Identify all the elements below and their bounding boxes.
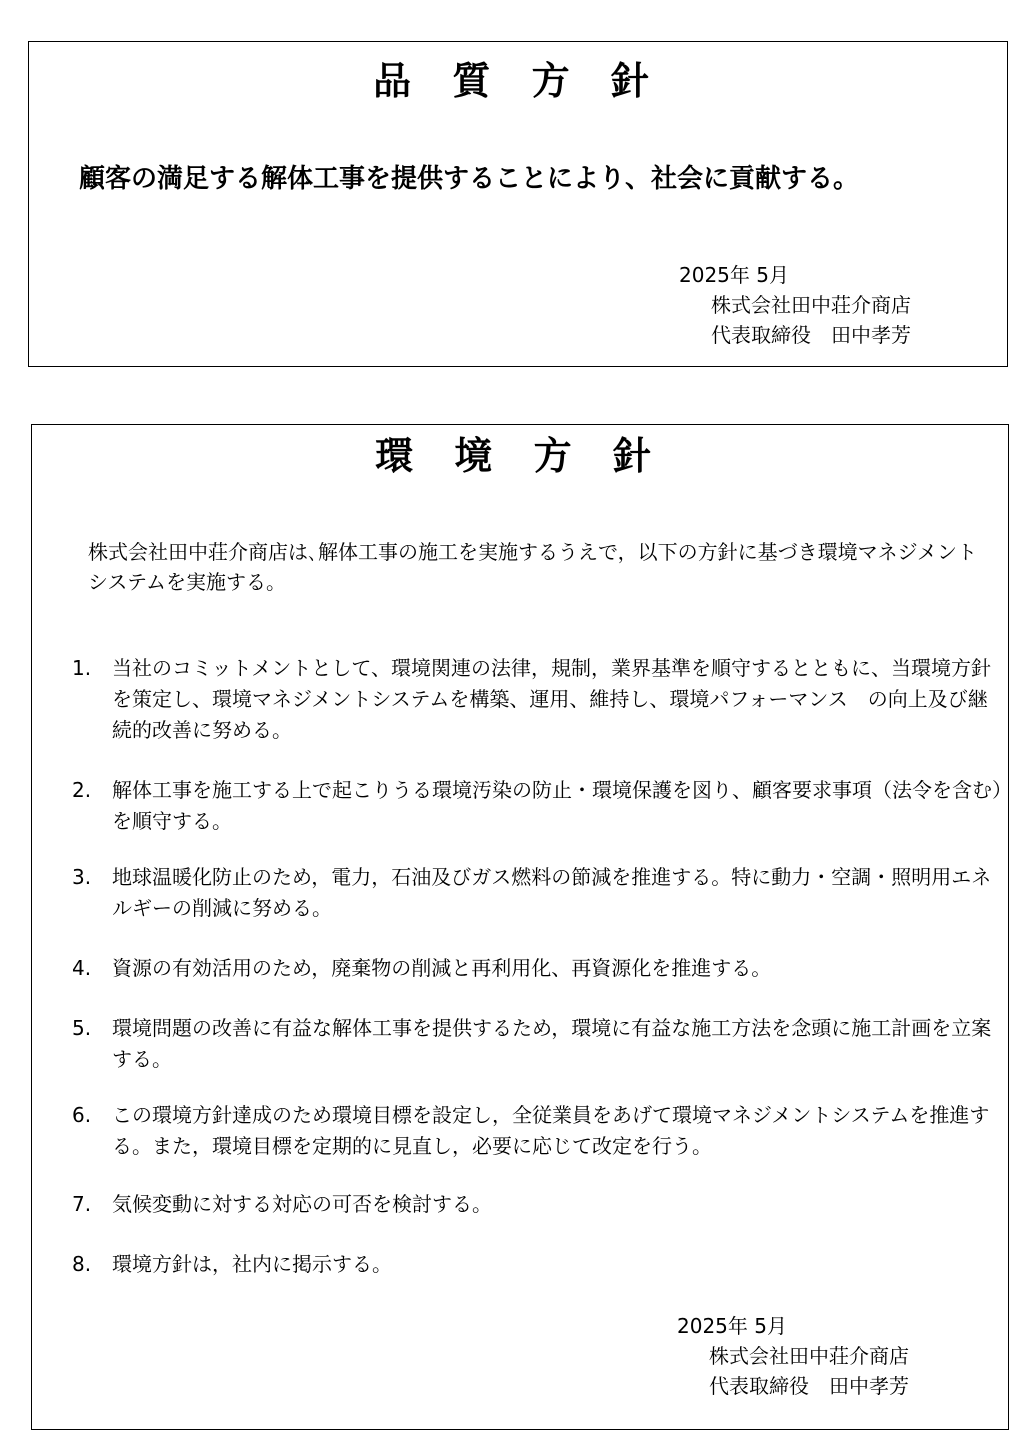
policy-item-number: 1. xyxy=(72,656,92,680)
quality-policy-box xyxy=(28,41,1008,367)
policy-item-number: 8. xyxy=(72,1252,92,1276)
policy-item-number: 3. xyxy=(72,865,92,889)
policy-item-text: 環境問題の改善に有益な解体工事を提供するため，環境に有益な施工方法を念頭に施工計画を立案する。 xyxy=(112,1016,992,1071)
policy-item-text: 環境方針は，社内に掲示する。 xyxy=(112,1252,392,1276)
quality-policy-statement: 顧客の満足する解体工事を提供することにより、社会に貢献する。 xyxy=(79,164,860,194)
policy-item xyxy=(72,653,1002,746)
quality-policy-representative: 代表取締役 田中孝芳 xyxy=(711,323,911,347)
policy-item xyxy=(72,1100,1002,1162)
policy-item-text: 解体工事を施工する上で起こりうる環境汚染の防止・環境保護を図り、顧客要求事項（法令を含む）を順守する。 xyxy=(112,778,1002,833)
quality-policy-title: 品 質 方 針 xyxy=(373,59,663,103)
environmental-policy-box xyxy=(31,424,1009,1430)
policy-item xyxy=(72,775,1002,837)
policy-item-number: 6. xyxy=(72,1103,92,1127)
policy-item-text: 地球温暖化防止のため，電力，石油及びガス燃料の節減を推進する。特に動力・空調・照明用エネルギーの削減に努める。 xyxy=(112,865,992,920)
environmental-policy-company: 株式会社田中荘介商店 xyxy=(709,1344,909,1368)
quality-policy-signature xyxy=(679,260,911,350)
environmental-policy-signature xyxy=(677,1311,909,1401)
environmental-policy-title: 環 境 方 針 xyxy=(375,434,665,478)
policy-item xyxy=(72,862,1002,924)
policy-item-text: 気候変動に対する対応の可否を検討する。 xyxy=(112,1192,492,1216)
policy-item-text: 資源の有効活用のため，廃棄物の削減と再利用化、再資源化を推進する。 xyxy=(112,956,772,980)
quality-policy-date: 2025年 5月 xyxy=(679,263,789,287)
policy-item-text: この環境方針達成のため環境目標を設定し，全従業員をあげて環境マネジメントシステムを推進する。また，環境目標を定期的に見直し，必要に応じて改定を行う。 xyxy=(112,1103,990,1158)
policy-item-number: 7. xyxy=(72,1192,92,1216)
policy-item-number: 5. xyxy=(72,1016,92,1040)
policy-item xyxy=(72,1249,1002,1280)
policy-item xyxy=(72,1189,1002,1220)
environmental-policy-representative: 代表取締役 田中孝芳 xyxy=(709,1374,909,1398)
environmental-policy-intro: 株式会社田中荘介商店は､解体工事の施工を実施するうえで，以下の方針に基づき環境マネジメントシステムを実施する。 xyxy=(88,540,977,594)
environmental-policy-date: 2025年 5月 xyxy=(677,1314,787,1338)
policy-item-number: 4. xyxy=(72,956,92,980)
policy-item xyxy=(72,1013,1002,1075)
policy-item-text: 当社のコミットメントとして、環境関連の法律，規制，業界基準を順守するとともに、当環境方針を策定し、環境マネジメントシステムを構築、運用、維持し、環境パフォーマンス の向上及び継続的改善に努める。 xyxy=(112,656,991,742)
policy-item xyxy=(72,953,1002,984)
quality-policy-company: 株式会社田中荘介商店 xyxy=(711,293,911,317)
policy-item-number: 2. xyxy=(72,778,92,802)
